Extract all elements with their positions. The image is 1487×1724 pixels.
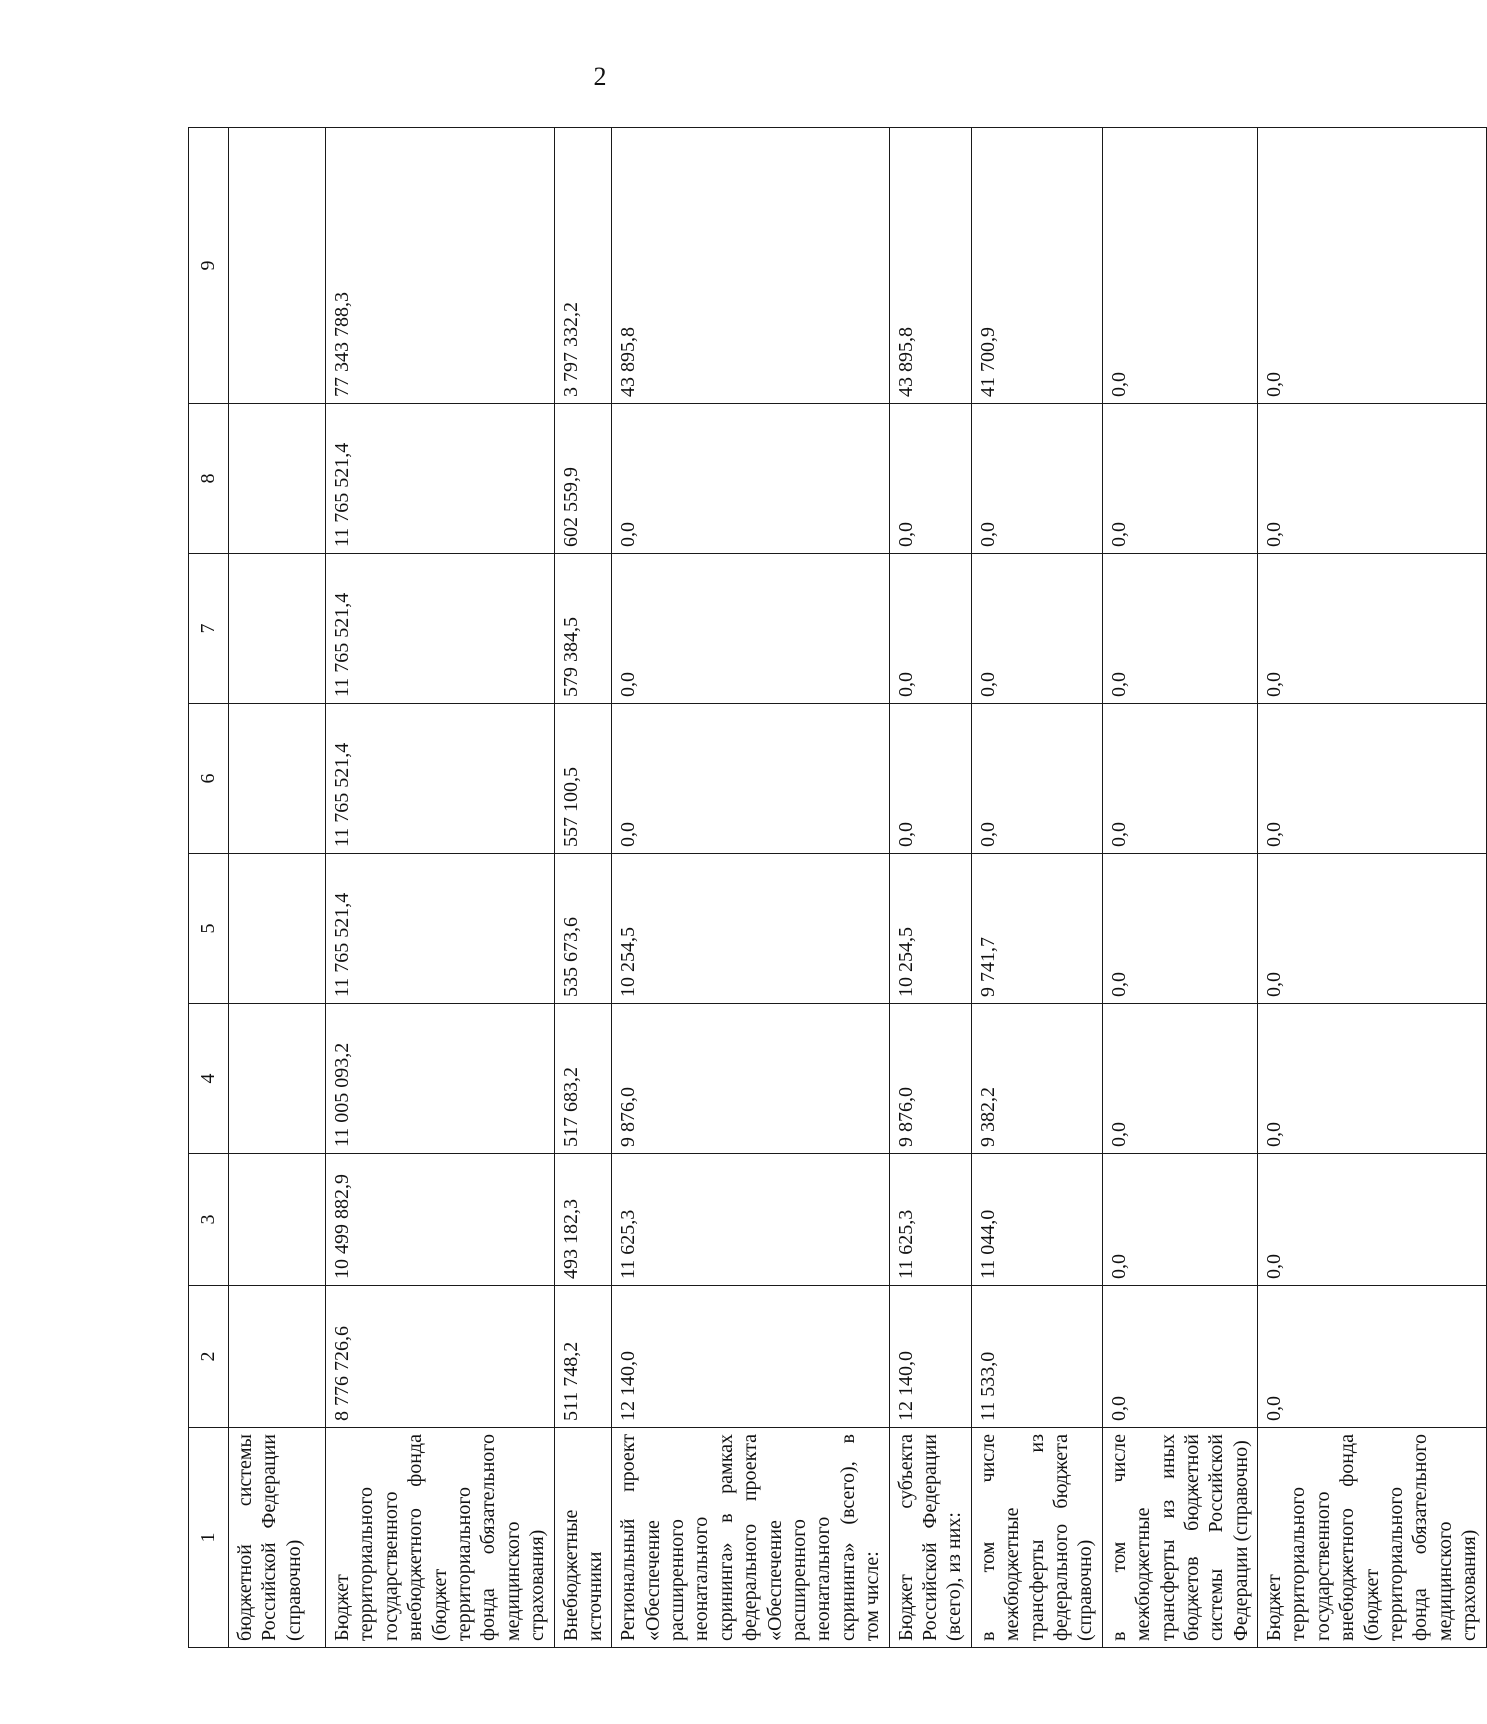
row-label: Бюджет субъекта Российской Федерации (всего), из них: (889, 1428, 971, 1648)
value-cell: 0,0 (1258, 1004, 1487, 1154)
value-cell: 0,0 (1102, 1154, 1257, 1286)
value-cell: 0,0 (612, 404, 889, 554)
column-header: 4 (189, 1004, 229, 1154)
value-cell: 11 625,3 (889, 1154, 971, 1286)
row-label: Региональный проект «Обеспечение расширенного неонатального скрининга» в рамках федерального проекта «Обеспечение расширенного неонатального скрининга» (всего), в том числе: (612, 1428, 889, 1648)
value-cell: 0,0 (1102, 404, 1257, 554)
value-cell: 10 254,5 (889, 854, 971, 1004)
row-label: Внебюджетные источники (554, 1428, 612, 1648)
table-row (1258, 128, 1487, 1648)
budget-table (188, 127, 1487, 1648)
value-cell: 0,0 (889, 554, 971, 704)
value-cell: 0,0 (1102, 128, 1257, 404)
value-cell: 0,0 (1258, 1154, 1487, 1286)
value-cell: 0,0 (889, 404, 971, 554)
column-header: 5 (189, 854, 229, 1004)
value-cell: 11 765 521,4 (326, 704, 555, 854)
value-cell: 0,0 (1102, 1004, 1257, 1154)
table-row (326, 128, 555, 1648)
value-cell: 10 254,5 (612, 854, 889, 1004)
value-cell (229, 404, 326, 554)
value-cell: 0,0 (1258, 554, 1487, 704)
value-cell: 557 100,5 (554, 704, 612, 854)
table-row (612, 128, 889, 1648)
value-cell: 9 876,0 (889, 1004, 971, 1154)
value-cell: 602 559,9 (554, 404, 612, 554)
value-cell: 0,0 (971, 554, 1102, 704)
page-number: 2 (593, 62, 607, 91)
value-cell: 579 384,5 (554, 554, 612, 704)
value-cell: 0,0 (612, 704, 889, 854)
row-label: в том числе межбюджетные трансферты из иных бюджетов бюджетной системы Российской Федерации (справочно) (1102, 1428, 1257, 1648)
rotated-table-content (188, 128, 1481, 1648)
value-cell: 9 382,2 (971, 1004, 1102, 1154)
value-cell: 0,0 (971, 404, 1102, 554)
value-cell: 0,0 (971, 704, 1102, 854)
value-cell: 8 776 726,6 (326, 1286, 555, 1428)
value-cell: 0,0 (1258, 404, 1487, 554)
column-header: 1 (189, 1428, 229, 1648)
table-body (189, 128, 1487, 1648)
value-cell (229, 704, 326, 854)
value-cell: 41 700,9 (971, 128, 1102, 404)
value-cell: 11 765 521,4 (326, 404, 555, 554)
value-cell: 493 182,3 (554, 1154, 612, 1286)
table-row (1102, 128, 1257, 1648)
value-cell: 0,0 (1102, 554, 1257, 704)
value-cell: 12 140,0 (612, 1286, 889, 1428)
value-cell (229, 1004, 326, 1154)
value-cell: 0,0 (612, 554, 889, 704)
value-cell: 11 005 093,2 (326, 1004, 555, 1154)
value-cell: 0,0 (889, 704, 971, 854)
value-cell (229, 854, 326, 1004)
value-cell: 9 876,0 (612, 1004, 889, 1154)
table-row (889, 128, 971, 1648)
value-cell: 0,0 (1258, 1286, 1487, 1428)
table-row (229, 128, 326, 1648)
value-cell: 11 625,3 (612, 1154, 889, 1286)
header-row (189, 128, 229, 1648)
row-label: Бюджет территориального государственного внебюджетного фонда (бюджет территориального фонда обязательного медицинского страхования) (1258, 1428, 1487, 1648)
value-cell (229, 128, 326, 404)
column-header: 7 (189, 554, 229, 704)
value-cell: 43 895,8 (889, 128, 971, 404)
value-cell: 0,0 (1102, 1286, 1257, 1428)
value-cell: 10 499 882,9 (326, 1154, 555, 1286)
value-cell (229, 1286, 326, 1428)
value-cell: 11 765 521,4 (326, 854, 555, 1004)
value-cell: 12 140,0 (889, 1286, 971, 1428)
row-label: Бюджет территориального государственного внебюджетного фонда (бюджет территориального фонда обязательного медицинского страхования) (326, 1428, 555, 1648)
column-header: 2 (189, 1286, 229, 1428)
table-row (971, 128, 1102, 1648)
rotated-table-frame (188, 128, 1481, 1648)
value-cell: 517 683,2 (554, 1004, 612, 1154)
table-row (554, 128, 612, 1648)
value-cell: 535 673,6 (554, 854, 612, 1004)
value-cell: 511 748,2 (554, 1286, 612, 1428)
value-cell: 43 895,8 (612, 128, 889, 404)
value-cell: 11 044,0 (971, 1154, 1102, 1286)
value-cell: 77 343 788,3 (326, 128, 555, 404)
value-cell: 0,0 (1102, 704, 1257, 854)
value-cell: 11 765 521,4 (326, 554, 555, 704)
value-cell: 0,0 (1258, 128, 1487, 404)
row-label: в том числе межбюджетные трансферты из федерального бюджета (справочно) (971, 1428, 1102, 1648)
value-cell (229, 554, 326, 704)
column-header: 9 (189, 128, 229, 404)
value-cell: 0,0 (1102, 854, 1257, 1004)
value-cell: 11 533,0 (971, 1286, 1102, 1428)
value-cell: 0,0 (1258, 854, 1487, 1004)
value-cell: 3 797 332,2 (554, 128, 612, 404)
column-header: 6 (189, 704, 229, 854)
column-header: 8 (189, 404, 229, 554)
value-cell: 9 741,7 (971, 854, 1102, 1004)
row-label: бюджетной системы Российской Федерации (справочно) (229, 1428, 326, 1648)
value-cell: 0,0 (1258, 704, 1487, 854)
value-cell (229, 1154, 326, 1286)
column-header: 3 (189, 1154, 229, 1286)
